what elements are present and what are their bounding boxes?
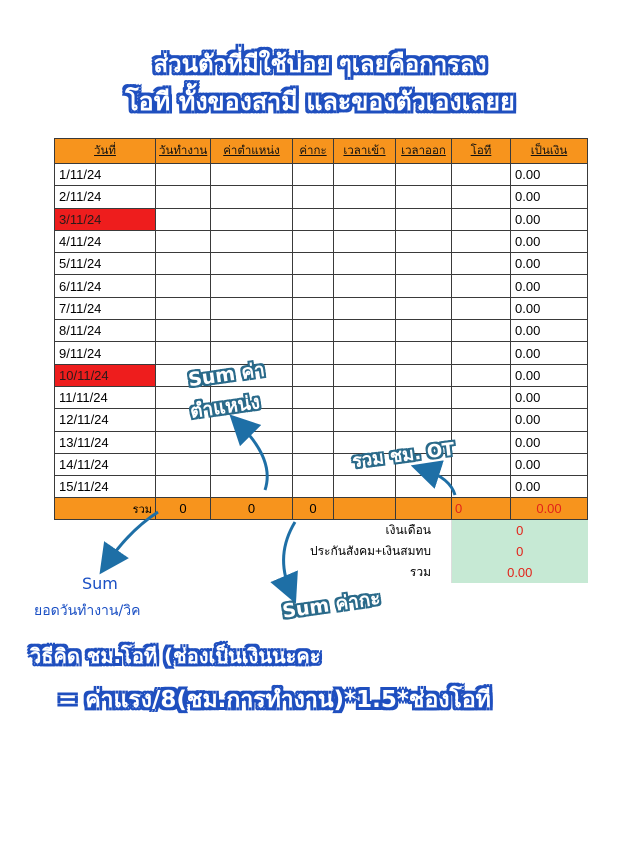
date-cell[interactable]: 5/11/24 xyxy=(55,253,156,275)
title-line-1: ส่วนตัวที่มีใช้บ่อย ๆเลยคือการลง xyxy=(153,50,487,78)
column-header: เวลาออก xyxy=(396,139,452,164)
date-cell[interactable]: 11/11/24 xyxy=(55,386,156,408)
date-cell[interactable]: 2/11/24 xyxy=(55,186,156,208)
formula-line-2: = ค่าแรง/8(ชม.การทำงาน)*1.5*ช่องโอที xyxy=(58,687,491,713)
total-label: รวม xyxy=(55,498,156,520)
note-sum-ot: รวม ชม. OT xyxy=(351,438,456,473)
amount-cell[interactable]: 0.00 xyxy=(511,431,588,453)
amount-cell[interactable]: 0.00 xyxy=(511,253,588,275)
amount-cell[interactable]: 0.00 xyxy=(511,342,588,364)
note-sum-position-line1: Sum ค่า xyxy=(186,358,267,392)
amount-cell[interactable]: 0.00 xyxy=(511,275,588,297)
amount-cell[interactable]: 0.00 xyxy=(511,297,588,319)
column-header: โอที xyxy=(452,139,511,164)
summary-label: เงินเดือน xyxy=(385,523,431,538)
amount-cell[interactable]: 0.00 xyxy=(511,186,588,208)
arrow-to-position-sum xyxy=(240,425,267,490)
column-header: เป็นเงิน xyxy=(511,139,588,164)
amount-cell[interactable]: 0.00 xyxy=(511,364,588,386)
amount-cell[interactable]: 0.00 xyxy=(511,386,588,408)
summary-value[interactable]: 0 xyxy=(452,541,588,562)
date-cell[interactable]: 13/11/24 xyxy=(55,431,156,453)
amount-cell[interactable]: 0.00 xyxy=(511,453,588,475)
total-position[interactable]: 0 xyxy=(211,498,293,520)
formula-line-1: วิธีคิด ชม.โอที (ช่องเป็นเงินนะคะ xyxy=(30,644,321,668)
date-cell[interactable]: 6/11/24 xyxy=(55,275,156,297)
summary-value[interactable]: 0 xyxy=(452,520,588,542)
amount-cell[interactable]: 0.00 xyxy=(511,164,588,186)
amount-cell[interactable]: 0.00 xyxy=(511,320,588,342)
date-cell[interactable]: 15/11/24 xyxy=(55,476,156,498)
summary-label: ประกันสังคม+เงินสมทบ xyxy=(309,544,431,559)
total-amount[interactable]: 0.00 xyxy=(511,498,588,520)
holiday-date-cell[interactable]: 10/11/24 xyxy=(55,364,156,386)
amount-cell[interactable]: 0.00 xyxy=(511,230,588,252)
column-header: วันทำงาน xyxy=(156,139,211,164)
amount-cell[interactable]: 0.00 xyxy=(511,409,588,431)
date-cell[interactable]: 4/11/24 xyxy=(55,230,156,252)
note-sum-workdays-title: Sum xyxy=(82,574,118,593)
amount-cell[interactable]: 0.00 xyxy=(511,208,588,230)
column-header: ค่าตำแหน่ง xyxy=(211,139,293,164)
date-cell[interactable]: 12/11/24 xyxy=(55,409,156,431)
arrow-to-workday-sum xyxy=(108,512,158,562)
arrow-to-shift-sum xyxy=(284,522,295,590)
summary-value[interactable]: 0.00 xyxy=(452,562,588,583)
summary-label: รวม xyxy=(409,565,431,580)
column-header: เวลาเข้า xyxy=(334,139,396,164)
date-cell[interactable]: 14/11/24 xyxy=(55,453,156,475)
date-cell[interactable]: 9/11/24 xyxy=(55,342,156,364)
note-sum-workdays-sub: ยอดวันทำงาน/วิค xyxy=(34,603,141,619)
date-cell[interactable]: 7/11/24 xyxy=(55,297,156,319)
date-cell[interactable]: 8/11/24 xyxy=(55,320,156,342)
note-sum-position-line2: ตำแหน่ง xyxy=(188,391,262,423)
column-header: ค่ากะ xyxy=(293,139,334,164)
total-workdays[interactable]: 0 xyxy=(156,498,211,520)
holiday-date-cell[interactable]: 3/11/24 xyxy=(55,208,156,230)
title-line-2: โอที ทั้งของสามี และของตัวเองเลยย xyxy=(125,87,515,116)
arrow-to-ot-sum xyxy=(425,470,455,495)
total-ot[interactable]: 0 xyxy=(452,498,511,520)
date-cell[interactable]: 1/11/24 xyxy=(55,164,156,186)
column-header: วันที่ xyxy=(55,139,156,164)
note-sum-shift: Sum ค่ากะ xyxy=(280,587,382,623)
amount-cell[interactable]: 0.00 xyxy=(511,476,588,498)
total-shift[interactable]: 0 xyxy=(293,498,334,520)
